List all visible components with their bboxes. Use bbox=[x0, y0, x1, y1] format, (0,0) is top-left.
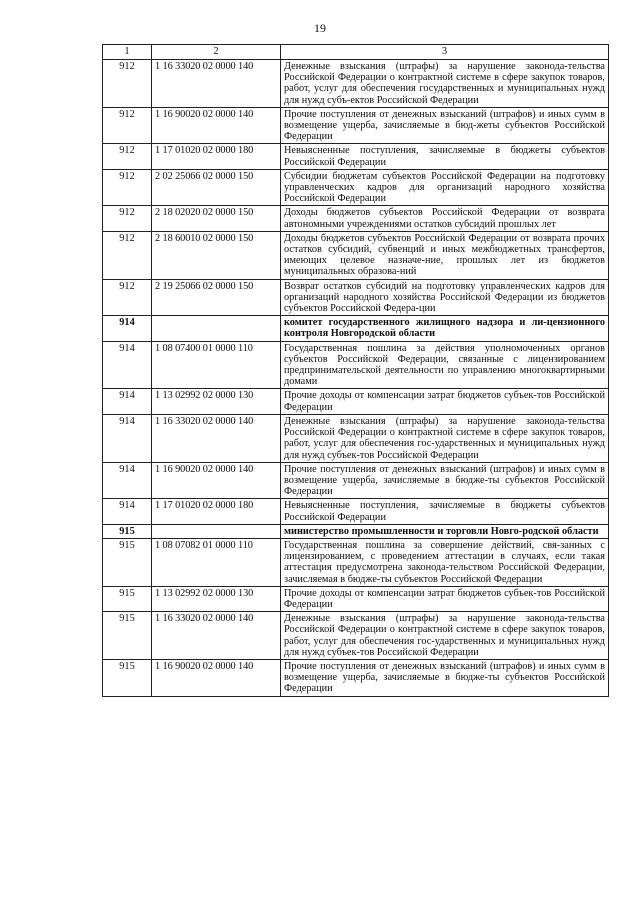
revenue-code-cell: 2 02 25066 02 0000 150 bbox=[152, 169, 281, 206]
revenue-code-cell: 1 16 33020 02 0000 140 bbox=[152, 414, 281, 462]
admin-code-cell: 912 bbox=[103, 107, 152, 144]
table-header-row bbox=[103, 45, 609, 60]
revenue-name-cell: Доходы бюджетов субъектов Российской Федерации от возврата автономными учреждениями остатков субсидий прошлых лет bbox=[281, 206, 609, 231]
page-number: 19 bbox=[314, 21, 326, 35]
table-row bbox=[103, 60, 609, 108]
admin-code-cell: 912 bbox=[103, 169, 152, 206]
admin-code-cell: 915 bbox=[103, 524, 152, 538]
revenue-code-cell: 1 16 90020 02 0000 140 bbox=[152, 659, 281, 696]
admin-code-cell: 915 bbox=[103, 612, 152, 660]
admin-code-cell: 914 bbox=[103, 341, 152, 389]
revenue-name-cell: Прочие поступления от денежных взысканий (штрафов) и иных сумм в возмещение ущерба, зачисляемые в бюдже-ты субъектов Российской Федерации bbox=[281, 659, 609, 696]
admin-code-cell: 914 bbox=[103, 499, 152, 524]
admin-code-cell: 914 bbox=[103, 316, 152, 341]
revenue-name-cell: Возврат остатков субсидий на подготовку управленческих кадров для организаций народного хозяйства Российской Федерации из бюджетов субъектов Российской Федера-ции bbox=[281, 279, 609, 316]
table-row bbox=[103, 414, 609, 462]
revenue-code-cell bbox=[152, 524, 281, 538]
admin-code-cell: 912 bbox=[103, 206, 152, 231]
revenue-name-cell: Субсидии бюджетам субъектов Российской Федерации на подготовку управленческих кадров для организаций народного хозяйства Российской Федерации bbox=[281, 169, 609, 206]
revenue-code-cell bbox=[152, 316, 281, 341]
revenue-code-cell: 1 13 02992 02 0000 130 bbox=[152, 389, 281, 414]
revenue-code-cell: 1 16 33020 02 0000 140 bbox=[152, 60, 281, 108]
revenue-name-cell: Государственная пошлина за действия уполномоченных органов субъектов Российской Федерации, связанные с лицензированием предпринимательской деятельности по управлению многоквартирными домами bbox=[281, 341, 609, 389]
revenue-name-cell: Прочие поступления от денежных взысканий (штрафов) и иных сумм в возмещение ущерба, зачисляемые в бюд-жеты субъектов Российской Федерации bbox=[281, 107, 609, 144]
revenue-code-cell: 1 17 01020 02 0000 180 bbox=[152, 499, 281, 524]
admin-code-cell: 912 bbox=[103, 231, 152, 279]
table-row bbox=[103, 341, 609, 389]
admin-code-cell: 915 bbox=[103, 586, 152, 611]
revenue-code-cell: 1 13 02992 02 0000 130 bbox=[152, 586, 281, 611]
revenue-code-cell: 1 16 90020 02 0000 140 bbox=[152, 107, 281, 144]
revenue-code-cell: 1 17 01020 02 0000 180 bbox=[152, 144, 281, 169]
revenue-name-cell: Денежные взыскания (штрафы) за нарушение законода-тельства Российской Федерации о контрактной системе в сфере закупок товаров, работ, услуг для обеспечения государственных и муниципальных нужд для нужд субъ-ектов Российской Федерации bbox=[281, 60, 609, 108]
table-row bbox=[103, 231, 609, 279]
table-row bbox=[103, 499, 609, 524]
admin-code-cell: 915 bbox=[103, 659, 152, 696]
table-row bbox=[103, 279, 609, 316]
table-row bbox=[103, 144, 609, 169]
revenue-name-cell: Денежные взыскания (штрафы) за нарушение законода-тельства Российской Федерации о контрактной системе в сфере закупок товаров, работ, услуг для обеспечения гос-ударственных и муниципальных нужд для нужд субъек-тов Российской Федерации bbox=[281, 612, 609, 660]
admin-code-cell: 912 bbox=[103, 144, 152, 169]
revenue-name-cell: Прочие поступления от денежных взысканий (штрафов) и иных сумм в возмещение ущерба, зачисляемые в бюдже-ты субъектов Российской Федерации bbox=[281, 462, 609, 499]
revenue-name-cell: Доходы бюджетов субъектов Российской Федерации от возврата прочих остатков субсидий, субвенций и иных межбюджетных трансфертов, имеющих целевое назначе-ние, прошлых лет из бюджетов муниципальных образова-ний bbox=[281, 231, 609, 279]
admin-code-cell: 915 bbox=[103, 538, 152, 586]
table-row bbox=[103, 659, 609, 696]
table-row bbox=[103, 462, 609, 499]
revenue-name-cell: Государственная пошлина за совершение действий, свя-занных с лицензированием, с проведением аттестации в случаях, если такая аттестация предусмотрена законода-тельством Российской Федерации, зачисляемая в бюдже-ты субъектов Российской Федерации bbox=[281, 538, 609, 586]
header-col-2: 2 bbox=[152, 45, 281, 60]
table-row bbox=[103, 389, 609, 414]
header-col-3: 3 bbox=[281, 45, 609, 60]
revenue-code-cell: 2 18 02020 02 0000 150 bbox=[152, 206, 281, 231]
table-row bbox=[103, 206, 609, 231]
admin-code-cell: 912 bbox=[103, 279, 152, 316]
table-row bbox=[103, 612, 609, 660]
revenue-name-cell: Прочие доходы от компенсации затрат бюджетов субъек-тов Российской Федерации bbox=[281, 586, 609, 611]
revenue-code-cell: 2 18 60010 02 0000 150 bbox=[152, 231, 281, 279]
revenue-name-cell: Невыясненные поступления, зачисляемые в бюджеты субъектов Российской Федерации bbox=[281, 499, 609, 524]
revenue-name-cell: министерство промышленности и торговли Новго-родской области bbox=[281, 524, 609, 538]
revenue-code-cell: 1 08 07400 01 0000 110 bbox=[152, 341, 281, 389]
table-row bbox=[103, 107, 609, 144]
table-row bbox=[103, 538, 609, 586]
revenue-code-cell: 2 19 25066 02 0000 150 bbox=[152, 279, 281, 316]
table-row-organization bbox=[103, 316, 609, 341]
revenue-name-cell: Прочие доходы от компенсации затрат бюджетов субъек-тов Российской Федерации bbox=[281, 389, 609, 414]
revenue-code-cell: 1 08 07082 01 0000 110 bbox=[152, 538, 281, 586]
table-row bbox=[103, 586, 609, 611]
table-row-organization bbox=[103, 524, 609, 538]
revenue-code-cell: 1 16 90020 02 0000 140 bbox=[152, 462, 281, 499]
header-col-1: 1 bbox=[103, 45, 152, 60]
revenue-name-cell: комитет государственного жилищного надзора и ли-цензионного контроля Новгородской области bbox=[281, 316, 609, 341]
revenue-classification-table bbox=[102, 44, 609, 697]
admin-code-cell: 914 bbox=[103, 414, 152, 462]
table-row bbox=[103, 169, 609, 206]
admin-code-cell: 914 bbox=[103, 389, 152, 414]
admin-code-cell: 912 bbox=[103, 60, 152, 108]
admin-code-cell: 914 bbox=[103, 462, 152, 499]
revenue-code-cell: 1 16 33020 02 0000 140 bbox=[152, 612, 281, 660]
revenue-name-cell: Невыясненные поступления, зачисляемые в бюджеты субъектов Российской Федерации bbox=[281, 144, 609, 169]
revenue-name-cell: Денежные взыскания (штрафы) за нарушение законода-тельства Российской Федерации о контрактной системе в сфере закупок товаров, работ, услуг для обеспечения гос-ударственных и муниципальных нужд для нужд субъек-тов Российской Федерации bbox=[281, 414, 609, 462]
